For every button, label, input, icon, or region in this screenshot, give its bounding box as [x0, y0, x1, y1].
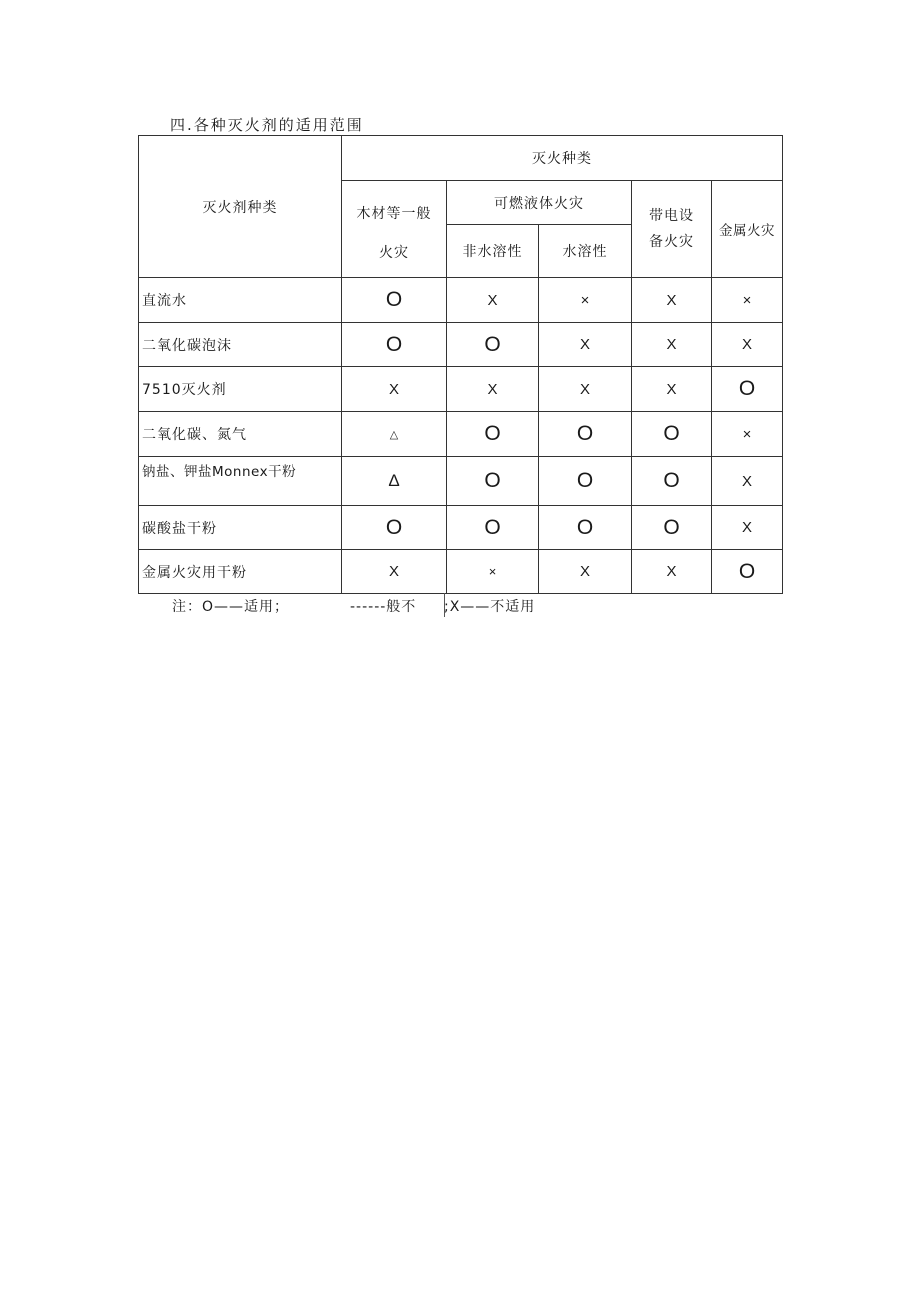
suitability-mark: X — [742, 519, 753, 536]
agent-name: 金属火灾用干粉 — [139, 550, 342, 594]
agent-name: 钠盐、钾盐Monnex干粉 — [139, 457, 342, 506]
suitability-mark: O — [738, 559, 756, 583]
mark-cell — [342, 412, 447, 457]
fire-type-header: 灭火种类 — [342, 136, 783, 181]
mark-cell — [447, 412, 539, 457]
suitability-mark: O — [484, 332, 501, 356]
col-header-metal: 金属火灾 — [712, 181, 783, 278]
mark-cell — [712, 412, 783, 457]
mark-cell — [342, 367, 447, 412]
mark-cell — [447, 367, 539, 412]
mark-cell — [539, 278, 632, 323]
suitability-mark: O — [484, 515, 501, 539]
col-header-electrical: 带电设 备火灾 — [632, 181, 712, 278]
agent-type-header: 灭火剂种类 — [139, 136, 342, 278]
agent-name: 7510灭火剂 — [139, 367, 342, 412]
mark-cell — [712, 278, 783, 323]
suitability-mark: X — [579, 336, 590, 353]
mark-cell — [342, 278, 447, 323]
mark-cell — [539, 367, 632, 412]
mark-cell — [447, 323, 539, 367]
suitability-mark: O — [663, 469, 680, 492]
suitability-mark: X — [579, 380, 590, 398]
mark-cell — [447, 278, 539, 323]
suitability-mark: O — [385, 332, 403, 356]
table-row — [139, 550, 783, 594]
section-title: 四.各种灭火剂的适用范围 — [170, 116, 364, 134]
legend-note-generally: ------般不 — [350, 599, 417, 615]
mark-cell — [712, 323, 783, 367]
suitability-mark: O — [738, 377, 756, 400]
table-row — [139, 323, 783, 367]
table-row — [139, 457, 783, 506]
suitability-mark: X — [487, 291, 498, 309]
suitability-mark: X — [742, 472, 753, 490]
mark-cell — [712, 457, 783, 506]
suitability-mark: X — [666, 380, 677, 398]
mark-cell — [539, 323, 632, 367]
table-row — [139, 412, 783, 457]
agent-name: 二氧化碳泡沫 — [139, 323, 342, 367]
suitability-mark: X — [742, 336, 753, 353]
suitability-mark: X — [579, 563, 590, 580]
suitability-mark: O — [385, 515, 403, 539]
mark-cell — [712, 506, 783, 550]
agent-name: 二氧化碳、氮气 — [139, 412, 342, 457]
mark-cell — [539, 412, 632, 457]
suitability-mark: X — [666, 563, 677, 580]
mark-cell — [632, 457, 712, 506]
mark-cell — [342, 550, 447, 594]
agent-name: 碳酸盐干粉 — [139, 506, 342, 550]
mark-cell — [632, 550, 712, 594]
suitability-mark: △ — [389, 429, 399, 441]
mark-cell — [632, 367, 712, 412]
suitability-mark: X — [487, 380, 498, 398]
table-row — [139, 278, 783, 323]
agent-name: 直流水 — [139, 278, 342, 323]
mark-cell — [447, 550, 539, 594]
suitability-mark: X — [388, 563, 399, 580]
mark-cell — [632, 278, 712, 323]
mark-cell — [712, 550, 783, 594]
suitability-mark: O — [663, 515, 680, 539]
suitability-mark: Δ — [388, 471, 400, 490]
mark-cell — [632, 506, 712, 550]
suitability-mark: × — [742, 291, 752, 309]
suitability-mark: O — [385, 288, 403, 311]
suitability-mark: X — [666, 336, 677, 353]
col-header-flammable-liquid: 可燃液体火灾 — [447, 181, 632, 225]
mark-cell — [539, 457, 632, 506]
mark-cell — [447, 506, 539, 550]
suitability-mark: × — [580, 291, 590, 309]
legend-note-suitable: 注：O——适用； — [172, 599, 290, 615]
mark-cell — [632, 412, 712, 457]
mark-cell — [632, 323, 712, 367]
col-header-non-water-soluble: 非水溶性 — [447, 225, 539, 278]
mark-cell — [712, 367, 783, 412]
mark-cell — [342, 506, 447, 550]
table-row — [139, 506, 783, 550]
suitability-mark: X — [666, 291, 677, 309]
mark-cell — [539, 550, 632, 594]
suitability-mark: O — [576, 422, 594, 445]
suitability-mark: O — [576, 469, 594, 492]
col-header-water-soluble: 水溶性 — [539, 225, 632, 278]
suitability-mark: O — [484, 469, 501, 492]
mark-cell — [447, 457, 539, 506]
suitability-mark: × — [488, 563, 497, 579]
mark-cell — [342, 457, 447, 506]
extinguisher-applicability-table — [138, 135, 783, 594]
legend-note-unsuitable: ;X——不适用 — [444, 599, 536, 615]
mark-cell — [539, 506, 632, 550]
suitability-mark: O — [663, 422, 680, 445]
suitability-mark: X — [388, 380, 399, 398]
mark-cell — [342, 323, 447, 367]
suitability-mark: O — [484, 422, 501, 445]
suitability-mark: × — [742, 425, 752, 443]
header-row-1 — [139, 136, 783, 181]
col-header-wood: 木材等一般 火灾 — [342, 181, 447, 278]
suitability-mark: O — [576, 515, 594, 539]
table-row — [139, 367, 783, 412]
